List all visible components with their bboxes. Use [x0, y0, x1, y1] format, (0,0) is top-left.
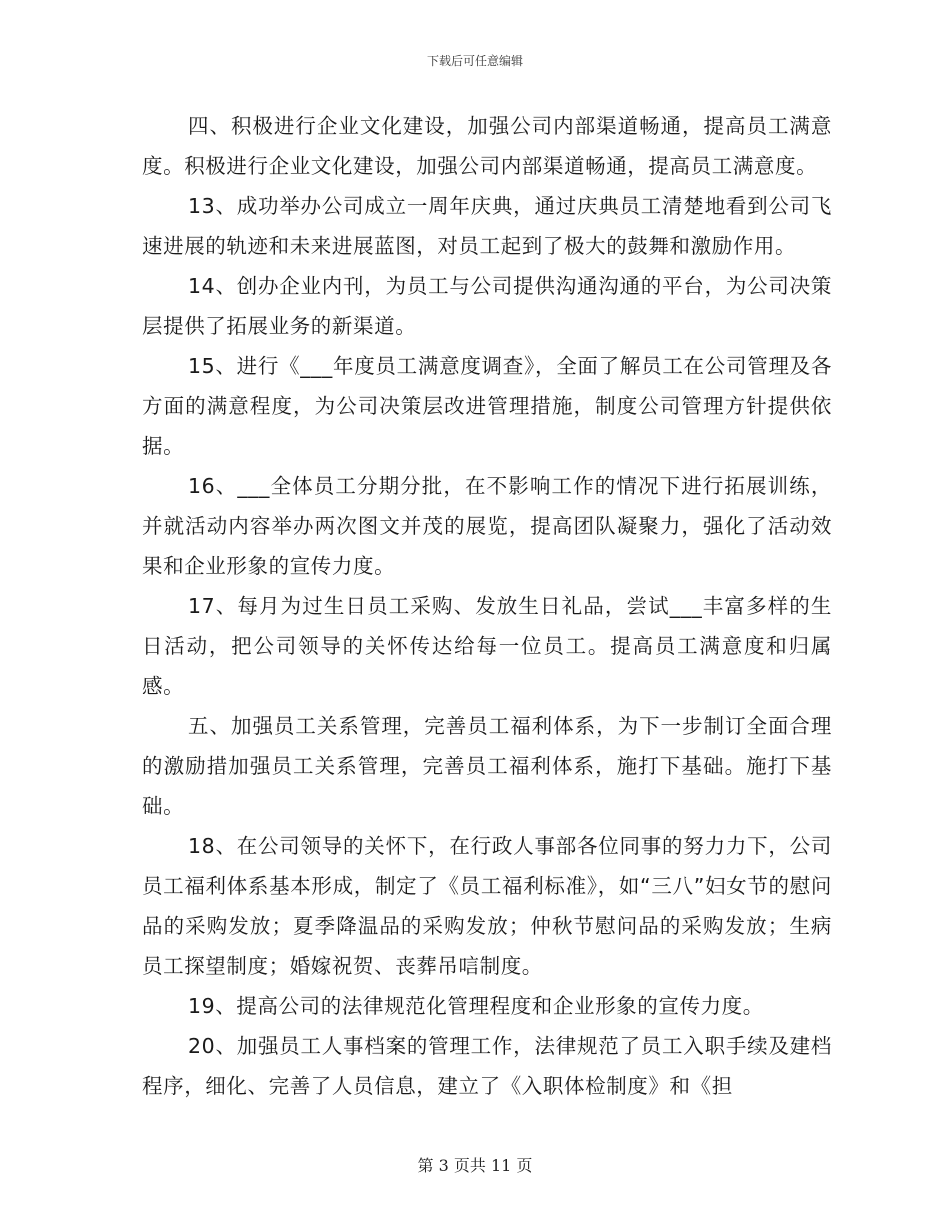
- page-number: 第 3 页共 11 页: [417, 1156, 533, 1175]
- paragraph-relations-heading: 五、加强员工关系管理，完善员工福利体系，为下一步制订全面合理的激励措加强员工关系管理，完善员工福利体系，施打下基础。施打下基础。: [142, 714, 832, 818]
- paragraph-item-15: 15、进行《___年度员工满意度调查》，全面了解员工在公司管理及各方面的满意程度，为公司决策层改进管理措施，制度公司管理方针提供依据。: [142, 354, 832, 458]
- page-header: 下载后可任意编辑: [426, 54, 523, 68]
- paragraph-item-16: 16、___全体员工分期分批，在不影响工作的情况下进行拓展训练，并就活动内容举办两次图文并茂的展览，提高团队凝聚力，强化了活动效果和企业形象的宣传力度。: [142, 474, 832, 578]
- paragraph-item-17: 17、每月为过生日员工采购、发放生日礼品，尝试___丰富多样的生日活动，把公司领导的关怀传达给每一位员工。提高员工满意度和归属感。: [142, 594, 832, 698]
- document-body: [142, 106, 832, 1106]
- paragraph-item-19: 19、提高公司的法律规范化管理程度和企业形象的宣传力度。: [188, 994, 764, 1018]
- paragraph-item-18: 18、在公司领导的关怀下，在行政人事部各位同事的努力力下，公司员工福利体系基本形成，制定了《员工福利标准》，如“三八”妇女节的慰问品的采购发放；夏季降温品的采购发放；仲秋节慰问品的采购发放；生病员工探望制度；婚嫁祝贺、丧葬吊唁制度。: [142, 834, 832, 978]
- paragraph-item-13: 13、成功举办公司成立一周年庆典，通过庆典员工清楚地看到公司飞速进展的轨迹和未来进展蓝图，对员工起到了极大的鼓舞和激励作用。: [142, 194, 832, 258]
- paragraph-item-14: 14、创办企业内刊，为员工与公司提供沟通沟通的平台，为公司决策层提供了拓展业务的新渠道。: [142, 274, 832, 338]
- paragraph-item-20: 20、加强员工人事档案的管理工作，法律规范了员工入职手续及建档程序，细化、完善了人员信息，建立了《入职体检制度》和《担: [142, 1034, 832, 1098]
- paragraph-culture-heading: 四、积极进行企业文化建设，加强公司内部渠道畅通，提高员工满意度。积极进行企业文化建设，加强公司内部渠道畅通，提高员工满意度。: [142, 114, 832, 178]
